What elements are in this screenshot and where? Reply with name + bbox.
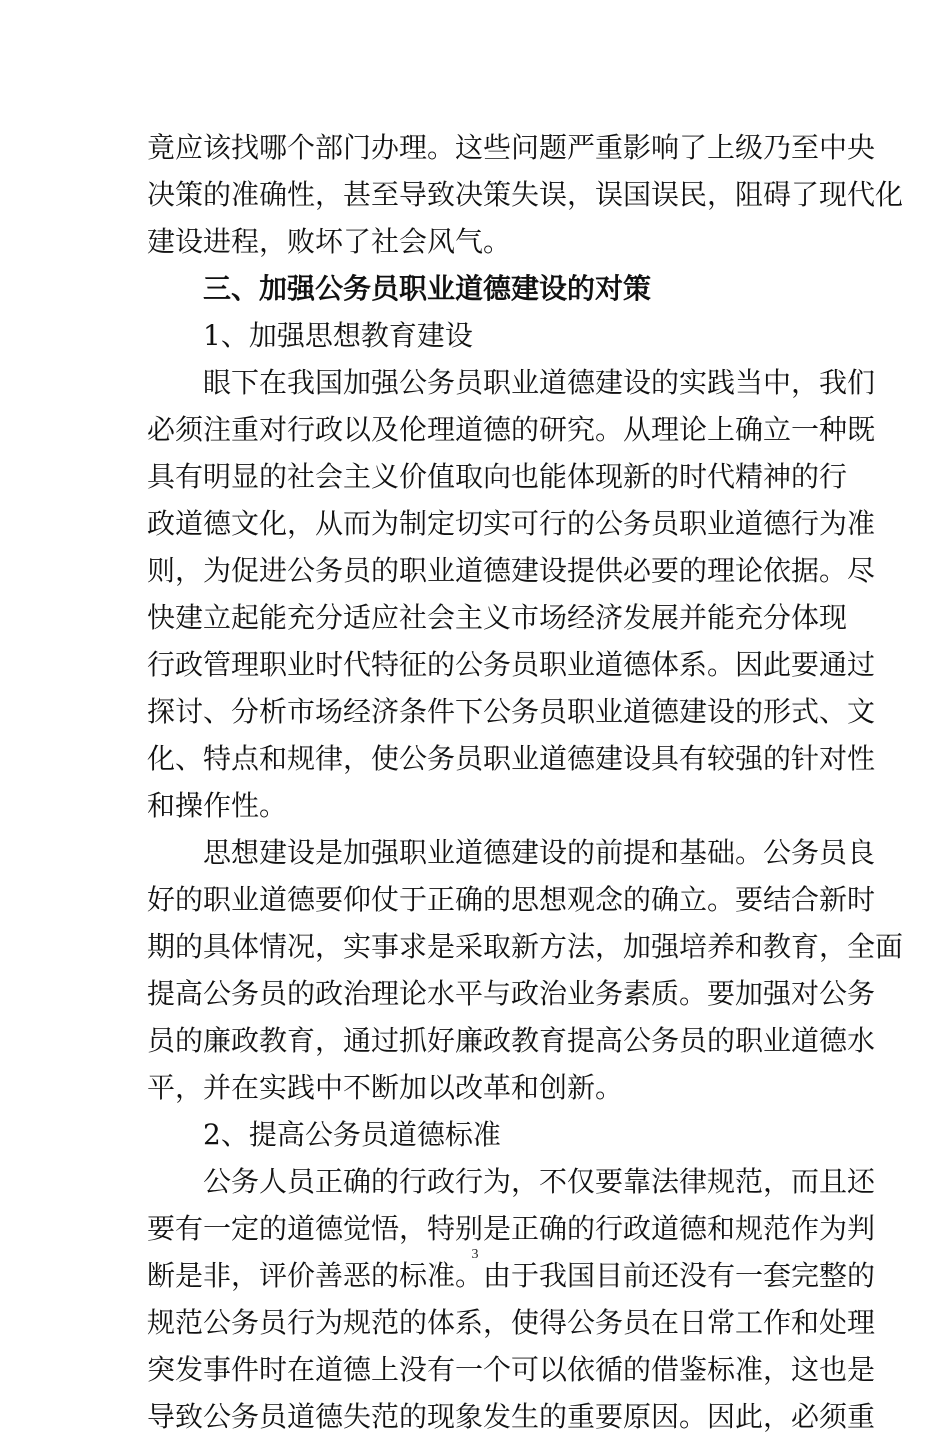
text-line: 期的具体情况，实事求是采取新方法，加强培养和教育，全面 [147,930,904,963]
text-line: 要有一定的道德觉悟，特别是正确的行政道德和规范作为判 [147,1212,876,1245]
text-line: 公务人员正确的行政行为，不仅要靠法律规范，而且还 [203,1165,876,1198]
text-line: 快建立起能充分适应社会主义市场经济发展并能充分体现 [147,601,848,634]
text-line: 决策的准确性，甚至导致决策失误，误国误民，阻碍了现代化 [147,178,904,211]
document-body [147,124,904,1440]
text-line: 和操作性。 [147,789,288,822]
text-line: 导致公务员道德失范的现象发生的重要原因。因此，必须重 [147,1400,876,1433]
text-line: 提高公务员的政治理论水平与政治业务素质。要加强对公务 [147,977,876,1010]
text-line: 建设进程，败坏了社会风气。 [147,225,512,258]
text-line: 思想建设是加强职业道德建设的前提和基础。公务员良 [203,836,876,869]
text-line: 具有明显的社会主义价值取向也能体现新的时代精神的行 [147,460,848,493]
text-line: 必须注重对行政以及伦理道德的研究。从理论上确立一种既 [147,413,876,446]
text-line: 行政管理职业时代特征的公务员职业道德体系。因此要通过 [147,648,876,681]
text-line: 规范公务员行为规范的体系，使得公务员在日常工作和处理 [147,1306,876,1339]
text-line: 竟应该找哪个部门办理。这些问题严重影响了上级乃至中央 [147,131,876,164]
text-line: 员的廉政教育，通过抓好廉政教育提高公务员的职业道德水 [147,1024,876,1057]
text-line: 平，并在实践中不断加以改革和创新。 [147,1071,624,1104]
text-line: 化、特点和规律，使公务员职业道德建设具有较强的针对性 [147,742,876,775]
text-line: 断是非，评价善恶的标准。由于我国目前还没有一套完整的 [147,1259,876,1292]
section-heading: 三、加强公务员职业道德建设的对策 [203,272,652,305]
text-line: 好的职业道德要仰仗于正确的思想观念的确立。要结合新时 [147,883,876,916]
subsection-heading: 1、加强思想教育建设 [203,319,473,352]
text-line: 探讨、分析市场经济条件下公务员职业道德建设的形式、文 [147,695,876,728]
text-line: 突发事件时在道德上没有一个可以依循的借鉴标准，这也是 [147,1353,876,1386]
subsection-heading: 2、提高公务员道德标准 [203,1118,501,1151]
page-number: 3 [471,1247,479,1262]
text-line: 政道德文化，从而为制定切实可行的公务员职业道德行为准 [147,507,876,540]
text-line: 则，为促进公务员的职业道德建设提供必要的理论依据。尽 [147,554,876,587]
text-line: 眼下在我国加强公务员职业道德建设的实践当中，我们 [203,366,876,399]
